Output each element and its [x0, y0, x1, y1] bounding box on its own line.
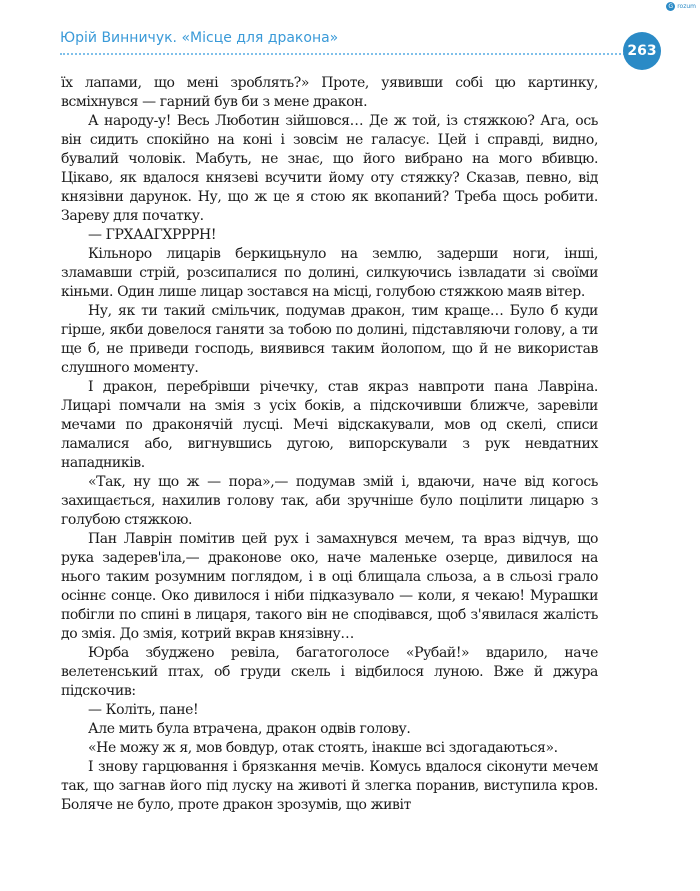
paragraph: Ну, як ти такий смільчик, подумав дракон, тим краще… Було б куди гірше, якби довелося ганяти за тобою по долині, підставляючи голову, а ти ще б, не приведи господь, виявився таким йолопом, що й не використав слушного моменту. — [61, 303, 598, 376]
logo-mark-icon: G — [666, 2, 675, 11]
running-header — [60, 26, 630, 62]
paragraph: Пан Лаврін помітив цей рух і замахнувся мечем, та враз відчув, що рука задерев'іла,— драконове око, наче маленьке озерце, дивилося на нього таким розумним поглядом, і в оці блищала сльоза, а в сльозі грало осіннє сонце. Око дивилося і ніби підказувало — коли, я чекаю! Мурашки побігли по спині в лицаря, такого він не сподівався, щоб з'явилася жалість до змія. До змія, котрий вкрав князівну… — [61, 531, 598, 642]
body-text — [61, 74, 598, 815]
header-title: Юрій Винничук. «Місце для дракона» — [60, 30, 339, 46]
paragraph: «Не можу ж я, мов бовдур, отак стоять, інакше всі здогадаються». — [88, 740, 558, 756]
paragraph: «Так, ну що ж — пора»,— подумав змій і, вдаючи, наче від когось захищається, нахилив голову так, аби зручніше було поцілити лицарю з голубою стяжкою. — [61, 474, 598, 528]
paragraph: — ГРХААГХРРРН! — [88, 227, 217, 243]
paragraph: Кільноро лицарів беркицьнуло на землю, задерши ноги, інші, зламавши стрій, розсипалися по долині, силкуючись ізвладати зі своїми кіньми. Один лише лицар зостався на місці, голубою стяжкою маяв вітер. — [61, 246, 598, 300]
paragraph: І знову гарцювання і брязкання мечів. Комусь вдалося сіконути мечем так, що загнав його під луску на животі й злегка поранив, виступила кров. Боляче не було, проте дракон зрозумів, що живіт — [61, 759, 598, 813]
paragraph: А народу-у! Весь Люботин зійшовся… Де ж той, із стяжкою? Ага, ось він сидить спокійно на коні і зовсім не галасує. Цей і справді, видно, бувалий чоловік. Мабуть, не знає, що його вибрано на мого вбивцю. Цікаво, як вдалося князеві всучити йому оту стяжку? Сказав, певно, від князівни дарунок. Ну, що ж це я стою як вкопаний? Треба щось робити. Зареву для початку. — [61, 113, 598, 224]
paragraph: Юрба збуджено ревіла, багатоголосе «Рубай!» вдарило, наче велетенський птах, об груди скель і відбилося луною. Вже й джура підскочив: — [61, 645, 598, 699]
logo-text: rozum — [677, 3, 696, 10]
header-dotted-rule — [60, 53, 632, 55]
paragraph: їх лапами, що мені зроблять?» Проте, уявивши собі цю картинку, всміхнувся — гарний був би з мене дракон. — [61, 75, 598, 110]
paragraph: І дракон, перебрівши річечку, став якраз навпроти пана Лавріна. Лицарі помчали на змія з усіх боків, а підскочивши ближче, заревіли мечами по драконячій лусці. Мечі відскакували, мов од скелі, списи ламалися або, вигнувшись дугою, випорскували з рук невдатних нападників. — [61, 379, 598, 471]
paragraph: — Коліть, пане! — [88, 702, 199, 718]
page-number-badge: 263 — [623, 32, 661, 70]
publisher-logo — [666, 2, 696, 11]
paragraph: Але мить була втрачена, дракон одвів голову. — [88, 721, 411, 737]
